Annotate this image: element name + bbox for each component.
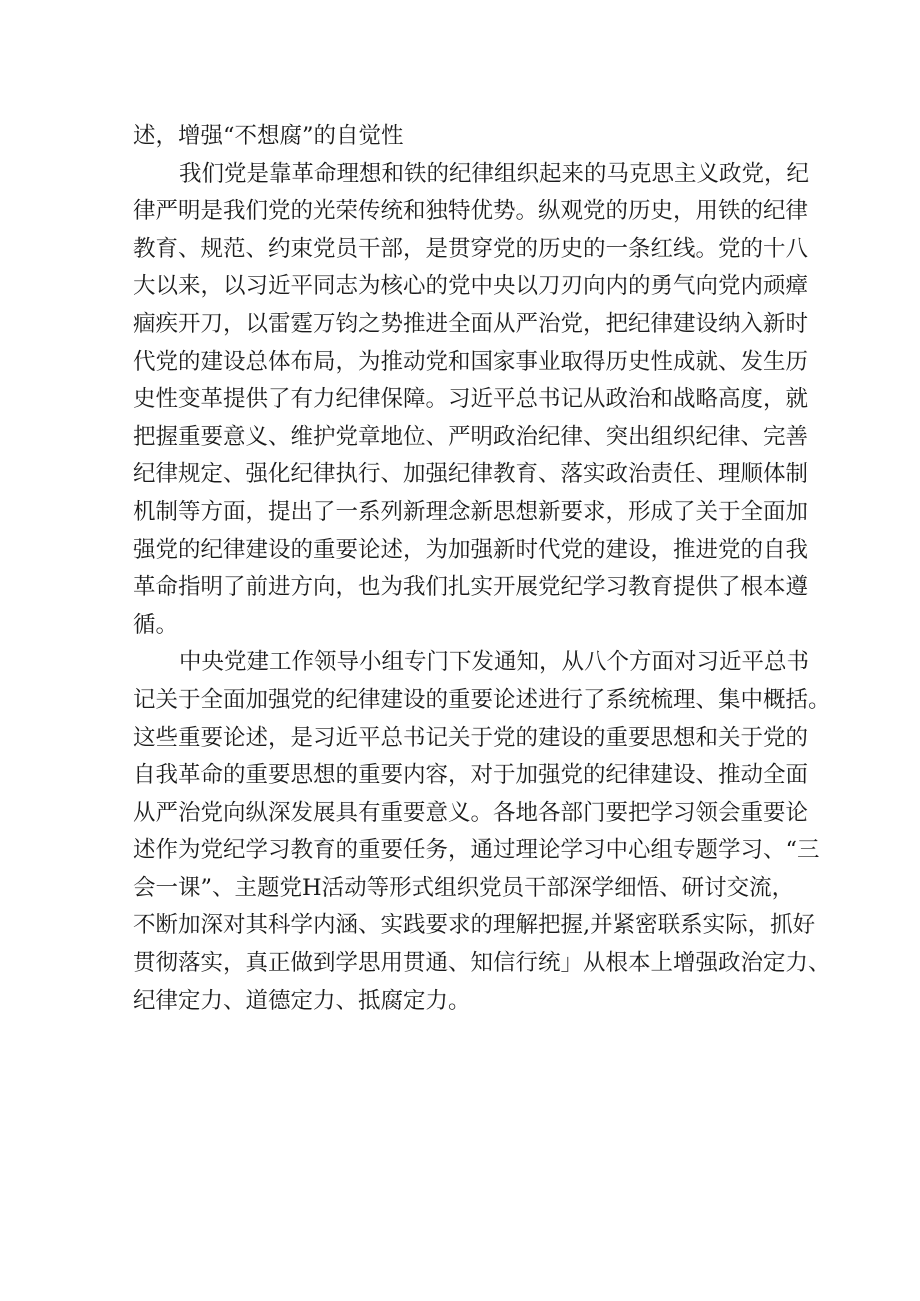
- text-line: 这些重要论述，是习近平总书记关于党的建设的重要思想和关于党的: [133, 724, 809, 751]
- text-line: 大以来，以习近平同志为核心的党中央以刀刃向内的勇气向党内顽瘴: [133, 273, 809, 300]
- text-line: 强党的纪律建设的重要论述，为加强新时代党的建设，推进党的自我: [133, 536, 809, 563]
- text-line: 代党的建设总体布局，为推动党和国家事业取得历史性成就、发生历: [133, 348, 809, 375]
- text-line: 律严明是我们党的光荣传统和独特优势。纵观党的历史，用铁的纪律: [133, 198, 809, 225]
- text-line: 中央党建工作领导小组专门下发通知，从八个方面对习近平总书: [179, 649, 810, 676]
- text-line: 从严治党向纵深发展具有重要意义。各地各部门要把学习领会重要论: [133, 799, 809, 826]
- text-line: 纪律定力、道德定力、抵腐定力。: [133, 987, 471, 1014]
- text-line: 贯彻落实，真正做到学思用贯通、知信行统」从根本上增强政治定力、: [133, 950, 831, 977]
- text-line: 痼疾开刀，以雷霆万钧之势推进全面从严治党，把纪律建设纳入新时: [133, 310, 809, 337]
- text-line: 不断加深对其科学内涵、实践要求的理解把握,并紧密联系实际，抓好: [133, 912, 816, 939]
- text-line: 教育、规范、约束党员干部，是贯穿党的历史的一条红线。党的十八: [133, 235, 809, 262]
- text-line: 循。: [133, 611, 179, 638]
- text-line: 自我革命的重要思想的重要内容，对于加强党的纪律建设、推动全面: [133, 762, 809, 789]
- text-line: 革命指明了前进方向，也为我们扎实开展党纪学习教育提供了根本遵: [133, 574, 809, 601]
- text-line: 记关于全面加强党的纪律建设的重要论述进行了系统梳理、集中概括。: [133, 686, 831, 713]
- text-line: 述作为党纪学习教育的重要任务，通过理论学习中心组专题学习、“三: [133, 837, 820, 864]
- text-line: 会一课”、主题党H活动等形式组织党员干部深学细悟、研讨交流，: [133, 874, 795, 901]
- text-line: 述，增强“不想腐”的自觉性: [133, 123, 404, 149]
- text-line: 把握重要意义、维护党章地位、严明政治纪律、突出组织纪律、完善: [133, 423, 809, 450]
- text-line: 纪律规定、强化纪律执行、加强纪律教育、落实政治责任、理顺体制: [133, 461, 809, 488]
- text-line: 史性变革提供了有力纪律保障。习近平总书记从政治和战略高度，就: [133, 386, 809, 413]
- body-text: [133, 118, 831, 1020]
- text-line: 机制等方面，提出了一系列新理念新思想新要求，形成了关于全面加: [133, 498, 809, 525]
- text-line: 我们党是靠革命理想和铁的纪律组织起来的马克思主义政党，纪: [179, 160, 810, 187]
